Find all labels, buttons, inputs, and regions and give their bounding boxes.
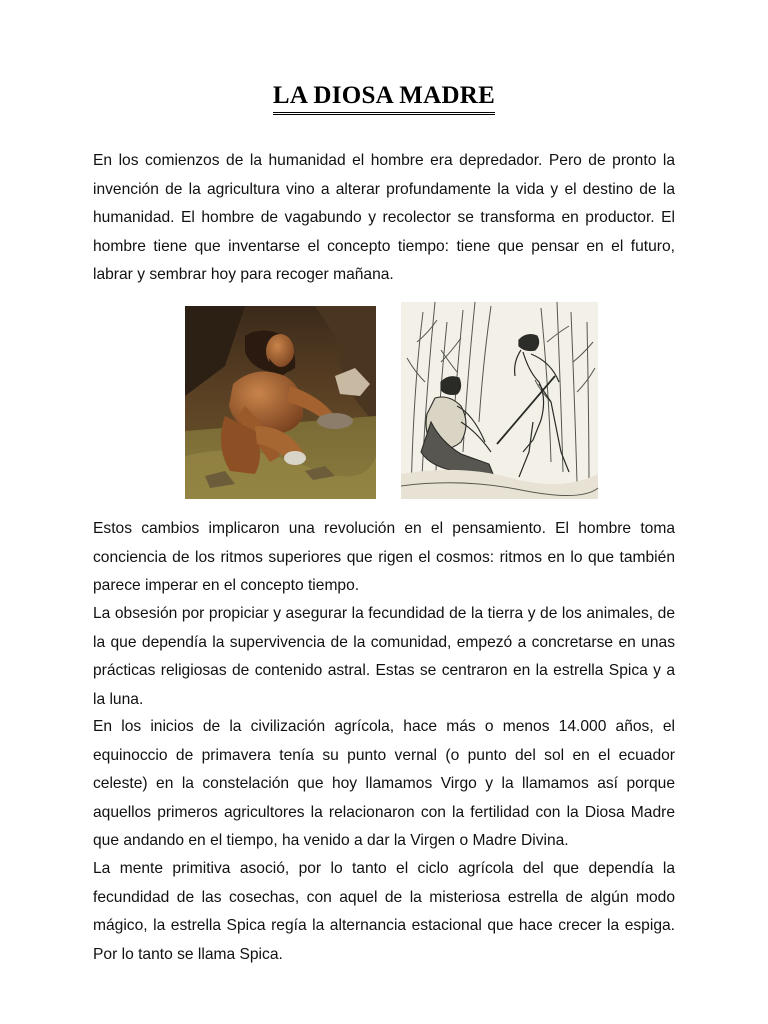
document-title (0, 82, 768, 115)
paragraph-4: En los inicios de la civilización agrícola, hace más o menos 14.000 años, el equinoccio de primavera tenía su punto vernal (o punto del sol en el ecuador celeste) en la constelación que hoy llamamos Virgo y la llamamos así porque aquellos primeros agricultores la relacionaron con la fertilidad con la Diosa Madre que andando en el tiempo, ha venido a dar la Virgen o Madre Divina. (93, 718, 675, 849)
paragraph-1: En los comienzos de la humanidad el hombre era depredador. Pero de pronto la invención de la agricultura vino a alterar profundamente la vida y el destino de la humanidad. El hombre de vagabundo y recolector se transforma en productor. El hombre tiene que inventarse el concepto tiempo: tiene que pensar en el futuro, labrar y sembrar hoy para recoger mañana. (93, 152, 675, 283)
farmers-illustration (401, 302, 598, 499)
paragraph-2: Estos cambios implicaron una revolución en el pensamiento. El hombre toma conciencia de los ritmos superiores que rigen el cosmos: ritmos en lo que también parece imperar en el concepto tiempo. (93, 520, 675, 594)
caveman-illustration (185, 306, 376, 499)
paragraph-3: La obsesión por propiciar y asegurar la fecundidad de la tierra y de los animales, de la que dependía la supervivencia de la comunidad, empezó a concretarse en unas prácticas religiosas de contenido astral. Estas se centraron en la estrella Spica y a la luna. (93, 605, 675, 708)
paragraph-5: La mente primitiva asoció, por lo tanto el ciclo agrícola del que dependía la fecundidad de las cosechas, con aquel de la misteriosa estrella de algún modo mágico, la estrella Spica regía la alternancia estacional que hace crecer la espiga. Por lo tanto se llama Spica. (93, 860, 675, 963)
document-title-text: LA DIOSA MADRE (273, 82, 495, 115)
